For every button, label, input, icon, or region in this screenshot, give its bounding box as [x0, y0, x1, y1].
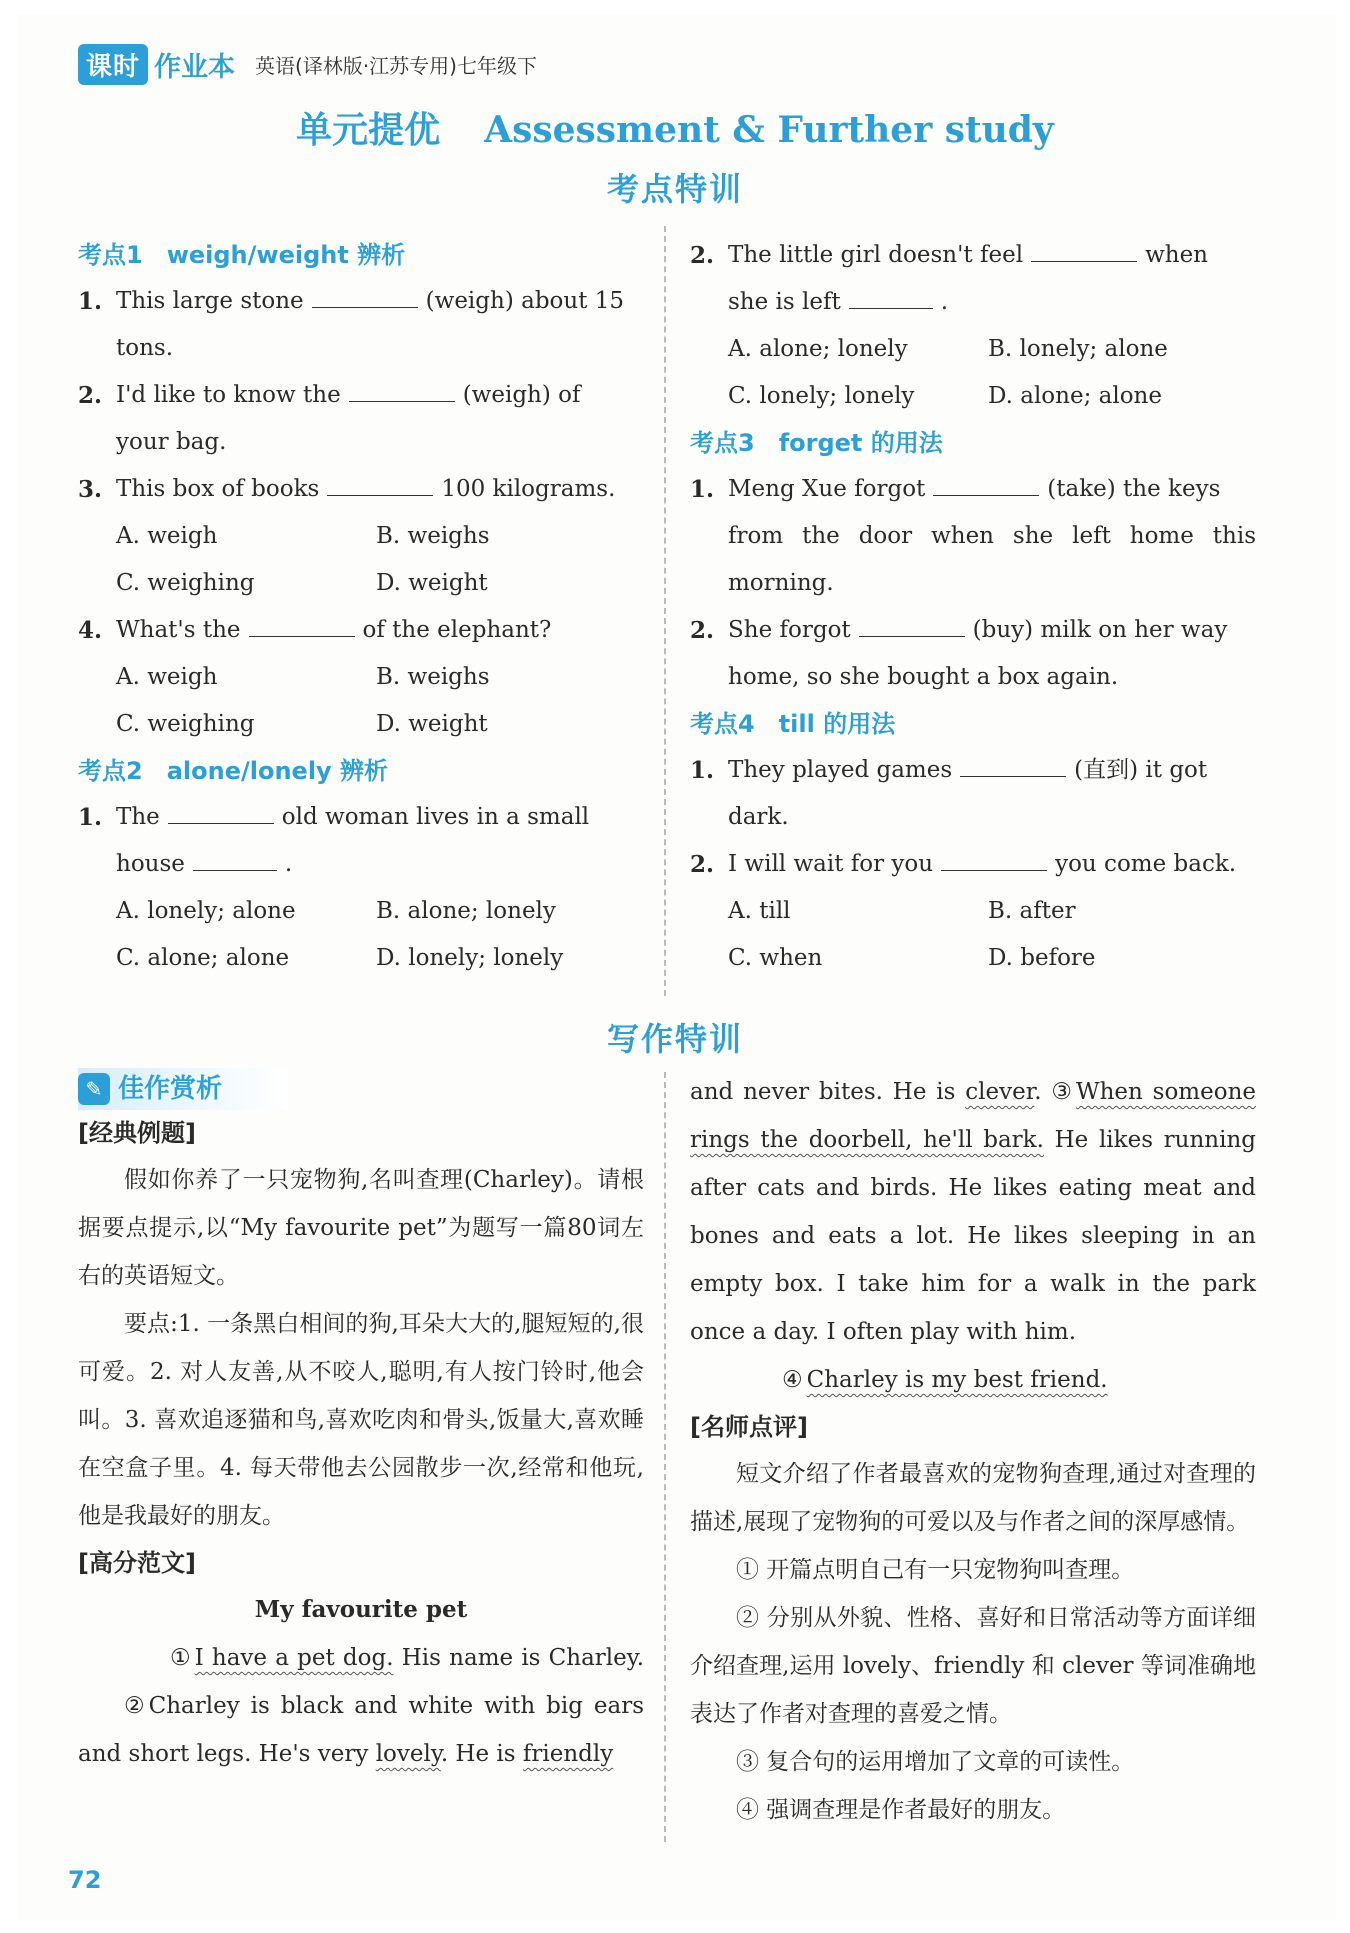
option[interactable]: A. till — [728, 898, 791, 924]
kp3-heading: 考点3 forget 的用法 — [690, 429, 943, 457]
kp2-q2: 2. The little girl doesn't feel when — [690, 232, 1256, 279]
kp1-q4-options — [78, 654, 644, 748]
comment-note-3: ③ 复合句的运用增加了文章的可读性。 — [736, 1749, 1135, 1775]
model-essay-tag: [高分范文] — [78, 1549, 196, 1577]
kp4-q1-cont: dark. — [728, 804, 789, 830]
option[interactable]: C. weighing — [116, 570, 255, 596]
kp2-q1-options — [78, 888, 644, 982]
kp1-q1: 1. This large stone (weigh) about 15 — [78, 278, 644, 325]
comment-note-1: ① 开篇点明自己有一只宠物狗叫查理。 — [736, 1557, 1135, 1583]
page-number: 72 — [68, 1866, 102, 1894]
option[interactable]: B. after — [988, 898, 1076, 924]
answer-blank[interactable] — [168, 795, 274, 824]
pen-icon: ✎ — [78, 1073, 110, 1105]
answer-blank[interactable] — [859, 608, 965, 637]
option[interactable]: A. weigh — [116, 664, 218, 690]
kp2-q1-cont: house . — [78, 841, 644, 888]
option[interactable]: D. before — [988, 945, 1096, 971]
kp1-q2-cont: your bag. — [116, 429, 227, 455]
section-title-exercises: 考点特训 — [606, 170, 743, 208]
section-title-writing: 写作特训 — [606, 1020, 743, 1058]
option[interactable]: D. weight — [376, 570, 488, 596]
column-divider-bottom — [664, 1072, 666, 1842]
header-brand — [78, 44, 537, 85]
option[interactable]: D. alone; alone — [988, 383, 1162, 409]
subject-label: 英语(译林版·江苏专用)七年级下 — [255, 54, 537, 78]
option[interactable]: A. weigh — [116, 523, 218, 549]
kp2-heading: 考点2 alone/lonely 辨析 — [78, 757, 389, 785]
option[interactable]: B. alone; lonely — [376, 898, 556, 924]
answer-blank[interactable] — [933, 467, 1039, 496]
kp1-heading: 考点1 weigh/weight 辨析 — [78, 241, 406, 269]
kp1-q4: 4. What's the of the elephant? — [78, 607, 644, 654]
kp3-q1-cont: from the door when she left home this morning. — [728, 523, 1256, 596]
brand-name: 作业本 — [154, 52, 236, 83]
option[interactable]: D. weight — [376, 711, 488, 737]
teacher-comment: 短文介绍了作者最喜欢的宠物狗查理,通过对查理的描述,展现了宠物狗的可爱以及与作者之间的深厚感情。 — [690, 1461, 1256, 1535]
option[interactable]: C. lonely; lonely — [728, 383, 915, 409]
right-column-writing — [690, 1068, 1256, 1834]
option[interactable]: D. lonely; lonely — [376, 945, 564, 971]
answer-blank[interactable] — [849, 280, 933, 309]
answer-blank[interactable] — [249, 608, 355, 637]
answer-blank[interactable] — [941, 842, 1047, 871]
answer-blank[interactable] — [312, 279, 418, 308]
writing-points: 要点:1. 一条黑白相间的狗,耳朵大大的,腿短短的,很可爱。2. 对人友善,从不咬人,聪明,有人按门铃时,他会叫。3. 喜欢追逐猫和鸟,喜欢吃肉和骨头,饭量大,喜欢睡在空盒子里。4. 每天带他去公园散步一次,经常和他玩,他是我最好的朋友。 — [78, 1311, 644, 1529]
writing-prompt: 假如你养了一只宠物狗,名叫查理(Charley)。请根据要点提示,以“My favourite pet”为题写一篇80词左右的英语短文。 — [78, 1167, 644, 1289]
kp2-q2-cont: she is left . — [690, 279, 1256, 326]
essay-body-left: ① I have a pet dog. His name is Charley. ② Charley is black and white with big ears and short legs. He's very lovely. He is friendly — [78, 1645, 645, 1767]
kp4-q1: 1. They played games (直到) it got — [690, 747, 1256, 794]
option[interactable]: A. lonely; alone — [116, 898, 296, 924]
unit-title-en: Assessment & Further study — [484, 109, 1054, 151]
comment-note-4: ④ 强调查理是作者最好的朋友。 — [736, 1797, 1066, 1823]
appreciation-heading: ✎ 佳作赏析 — [78, 1068, 288, 1110]
kp2-q1: 1. The old woman lives in a small — [78, 794, 644, 841]
kp1-q3-options — [78, 513, 644, 607]
kp4-heading: 考点4 till 的用法 — [690, 710, 896, 738]
kp1-q2: 2. I'd like to know the (weigh) of — [78, 372, 644, 419]
option[interactable]: C. alone; alone — [116, 945, 290, 971]
answer-blank[interactable] — [1031, 233, 1137, 262]
kp2-q2-options — [690, 326, 1256, 420]
answer-blank[interactable] — [349, 373, 455, 402]
kp1-q1-cont: tons. — [116, 335, 174, 361]
answer-blank[interactable] — [327, 467, 433, 496]
essay-body-right: and never bites. He is clever. ③ When someone rings the doorbell, he'll bark. He likes running after cats and birds. He likes eating meat and bones and eats a lot. He likes sleeping in an empty box. I take him for a walk in the park once a day. I often play with him. — [690, 1079, 1256, 1345]
answer-blank[interactable] — [960, 748, 1066, 777]
kp3-q2-cont: home, so she bought a box again. — [728, 664, 1119, 690]
answer-blank[interactable] — [193, 842, 277, 871]
unit-title — [0, 102, 1350, 153]
option[interactable]: B. weighs — [376, 664, 490, 690]
kp1-q3: 3. This box of books 100 kilograms. — [78, 466, 644, 513]
option[interactable]: B. lonely; alone — [988, 336, 1168, 362]
left-column-exercises — [78, 232, 644, 982]
essay-title: My favourite pet — [254, 1596, 468, 1623]
essay-final-sentence: ④ Charley is my best friend. — [782, 1367, 1108, 1393]
right-column-exercises — [690, 232, 1256, 982]
column-divider-top — [664, 226, 666, 996]
comment-note-2: ② 分别从外貌、性格、喜好和日常活动等方面详细介绍查理,运用 lovely、friendly 和 clever 等词准确地表达了作者对查理的喜爱之情。 — [690, 1605, 1256, 1727]
option[interactable]: C. weighing — [116, 711, 255, 737]
option[interactable]: A. alone; lonely — [728, 336, 908, 362]
kp3-q2: 2. She forgot (buy) milk on her way — [690, 607, 1256, 654]
teacher-comment-tag: [名师点评] — [690, 1413, 808, 1441]
brand-logo: 课时 — [78, 44, 148, 85]
kp3-q1: 1. Meng Xue forgot (take) the keys — [690, 466, 1256, 513]
unit-title-cn: 单元提优 — [296, 110, 441, 151]
kp4-q2: 2. I will wait for you you come back. — [690, 841, 1256, 888]
option[interactable]: C. when — [728, 945, 823, 971]
option[interactable]: B. weighs — [376, 523, 490, 549]
left-column-writing — [78, 1068, 644, 1778]
classic-example-tag: [经典例题] — [78, 1119, 196, 1147]
kp4-q2-options — [690, 888, 1256, 982]
